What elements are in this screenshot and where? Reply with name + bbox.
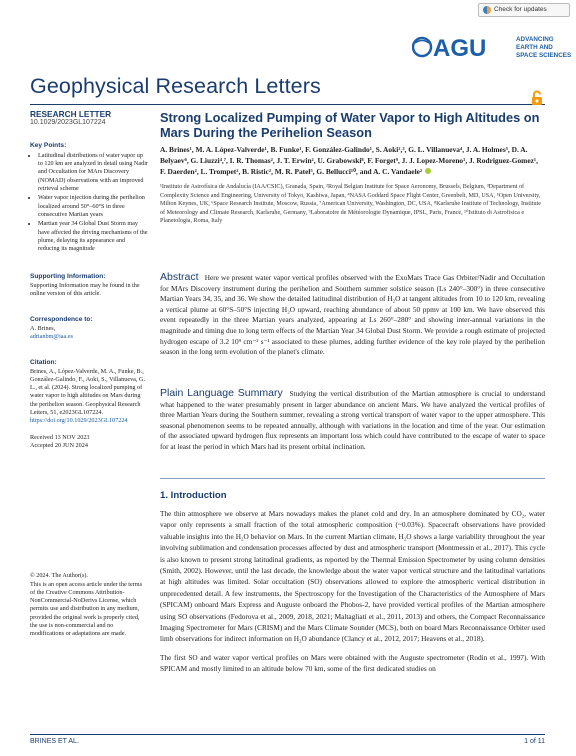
key-point: • Water vapor injection during the perihelion localized around 50°–60°S in three consecutive Martian years [38, 194, 148, 219]
supporting-info-section [30, 273, 148, 298]
article-type-label: RESEARCH LETTER [30, 109, 112, 119]
correspondence-heading: Correspondence to: [30, 316, 93, 324]
citation-doi-link[interactable]: https://doi.org/10.1029/2023GL107224 [30, 417, 128, 425]
key-points-list [30, 152, 148, 254]
key-point: • Martian year 34 Global Dust Storm may have affected the driving mechanisms of the plume, delaying its appearance and reducing its magnitude [38, 220, 148, 253]
check-updates-label: Check for updates [494, 6, 547, 13]
received-date: Received 13 NOV 2023 [30, 433, 90, 441]
abstract-section [160, 272, 545, 358]
agu-mark: AGU [433, 35, 487, 62]
sidebar [30, 110, 148, 639]
header-rule [30, 104, 545, 105]
license-text: This is an open access article under the terms of the Creative Commons Attribution-NonCommercial-NoDerivs License, which permits use and distribution in any medium, provided the original work is properly cited, the use is non-commercial and no modifications or adaptations are made. [30, 580, 143, 638]
intro-paragraph: The thin atmosphere we observe at Mars nowadays makes the planet cold and dry. In an atmosphere dominated by CO₂, water vapor only represents a small fraction of the total atmospheric composition (~0.03%). Spacecraft observations have provided valuable insights into the H₂O behavior on Mars. In the current Martian climate, H₂O shows a large variability throughout the year involving sublimation and condensation processes affected by dust and atmospheric transport (Montmessin et al., 2017). This cycle is also known to present strong latitudinal gradients, as reported by the Thermal Emission Spectrometer by using column densities (Smith, 2002). However, until the last decade, the knowledge about the water vapor vertical structure and the latitudinal variations at high altitudes was limited. Solar occultation (SO) observations allowed to explore the atmospheric vertical distribution in unprecedented detail. A few instruments, the Spectroscopy for the Investigation of the Characteristics of the Atmosphere of Mars (SPICAM) onboard Mars Express and Auguste onboard the Phobos-2, have provided vertical profiles of the Martian atmosphere using SO observations (Fedorova et al., 2009, 2018, 2021; Maltagliati et al., 2011, 2013) and others, the Compact Reconnaissance Imaging Spectrometer for Mars (CRISM) and the Mars Climate Sounder (MCS), both on board Mars Reconnaissance Orbiter used limb observations for indirect information on H₂O abundance (Clancy et al., 2012, 2017; Heavens et al., 2018). [160, 509, 545, 644]
article-doi: 10.1029/2023GL107224 [30, 119, 106, 127]
license-section [30, 572, 148, 638]
author-list [160, 145, 545, 177]
article-header [160, 110, 545, 226]
citation-section [30, 359, 148, 425]
introduction-heading: 1. Introduction [160, 490, 227, 501]
citation-heading: Citation: [30, 359, 57, 367]
orcid-icon[interactable] [425, 168, 431, 174]
running-author: BRINES ET AL. [30, 738, 79, 745]
plain-language-summary-text: Studying the vertical distribution of the Martian atmosphere is crucial to understand what happened to the water presumably present in larger abundance on ancient Mars. We have analyzed the vertical profiles of three Martian Years during the Southern summer, revealing a strong vertical transport of water vapor to the upper atmosphere. This seasonal phenomenon seems to be repeated annually, although with variations in the location and time of the year. Our estimation of the associated upward hydrogen flux represents an important loss which could have contributed to the escape of water to space for at least the period in which Mars had its present orbital inclination. [160, 389, 545, 451]
key-points-heading: Key Points: [30, 141, 67, 149]
agu-tagline-1: ADVANCING [516, 36, 554, 43]
key-point: • Latitudinal distributions of water vapor up to 120 km are analyzed in detail using Nadir and Occultation for MArs Discovery (NOMAD) observations with an improved retrieval scheme [38, 152, 148, 193]
dates-section [30, 434, 148, 451]
authors-text: A. Brines¹, M. A. López-Valverde¹, B. Funke¹, F. González-Galindo¹, S. Aoki²,³, G. L. Villanueva⁴, J. A. Holmes⁵, D. A. Belyaev⁶, G. Liuzzi⁴,⁷, I. R. Thomas², J. T. Erwin², U. Grabowski⁸, F. Forget⁹, J. J. Lopez-Moreno¹, J. Rodriguez-Gomez¹, F. Daerden², L. Trompet², B. Ristic², M. R. Patel⁵, G. Bellucci¹⁰, and A. C. Vandaele² [160, 145, 538, 176]
correspondence-name: A. Brines, [30, 324, 56, 332]
article-title: Strong Localized Pumping of Water Vapor to High Altitudes on Mars During the Perihelion Season [160, 110, 540, 140]
agu-globe-icon [412, 30, 572, 64]
abstract-heading: Abstract [160, 271, 199, 283]
intro-paragraph: The first SO and water vapor vertical profiles on Mars were obtained with the Auguste spectrometer (Rodin et al., 1997). With SPICAM and mostly limited to an altitude below 70 km, some of the first dedicated studies on [160, 652, 545, 674]
open-access-lock-icon [530, 90, 544, 106]
plain-language-summary-section [160, 388, 545, 453]
introduction-body [160, 508, 545, 682]
copyright-line: © 2024. The Author(s). [30, 572, 89, 580]
agu-tagline-3: SPACE SCIENCES [516, 52, 572, 59]
correspondence-email-link[interactable]: adrianbm@iaa.es [30, 332, 73, 340]
correspondence-section [30, 316, 148, 341]
agu-logo [412, 30, 572, 64]
agu-tagline-2: EARTH AND [516, 44, 553, 51]
citation-text: Brines, A., López-Valverde, M. A., Funke, B., González-Galindo, F., Aoki, S., Villanueva, G. L., et al. (2024). Strong localized pumping of water vapor to high altitudes on Mars during the perihelion season. Geophysical Research Letters, 51, e2023GL107224. [30, 367, 146, 417]
key-points-section [30, 142, 148, 254]
footer-rule [30, 734, 545, 735]
supporting-info-heading: Supporting Information: [30, 273, 106, 281]
check-for-updates-button[interactable] [478, 3, 570, 17]
accepted-date: Accepted 20 JUN 2024 [30, 441, 88, 449]
abstract-text: Here we present water vapor vertical profiles observed with the ExoMars Trace Gas Orbiter/Nadir and Occultation for MArs Discovery instrument during the perihelion and Southern summer solstice season (Ls 240°–300°) in three consecutive Martian Years 34, 35, and 36. We show the detailed latitudinal distribution of H₂O at tangent altitudes from 10 to 120 km, revealing a vertical plume at 60°S–50°S injecting H₂O upward, reaching abundance of about 50 ppmv at 100 km. We have observed this event repeatedly in the three Martian years analyzed, appearing at Ls 260°–280° and showing inter-annual variations in the magnitude and timing due to long term effects of the Martian Year 34 Global Dust Storm. We provide a rough estimate of projected hydrogen escape of 3.2 10⁹ cm⁻² s⁻¹ associated to these plumes, adding further evidence of the key role played by the perihelion season in the long term evolution of the planet's climate. [160, 273, 545, 357]
journal-title: Geophysical Research Letters [30, 74, 321, 98]
update-icon [483, 6, 491, 14]
section-divider [160, 478, 545, 479]
plain-language-summary-heading: Plain Language Summary [160, 387, 283, 399]
page-number: 1 of 11 [524, 738, 545, 745]
affiliations: ¹Instituto de Astrofísica de Andalucía (IAA/CSIC), Granada, Spain, ²Royal Belgian Institute for Space Aeronomy, Brussels, Belgium, ³Department of Complexity Science and Engineering, University of Tokyo, Kashiwa, Japan, ⁴NASA Goddard Space Flight Center, Greenbelt, MD, USA, ⁵Open University, Milton Keynes, UK, ⁶Space Research Institute, Moscow, Russia, ⁷American University, Washington, DC, USA, ⁸Karlsruhe Institute of Technology, Institute of Meteorology and Climate Research, Karlsruhe, Germany, ⁹Laboratoire de Météorologie Dynamique, IPSL, Paris, France, ¹⁰Istituto di Astrofisica e Planetologia, Roma, Italy [160, 184, 541, 225]
supporting-info-text: Supporting Information may be found in the online version of this article. [30, 281, 140, 298]
